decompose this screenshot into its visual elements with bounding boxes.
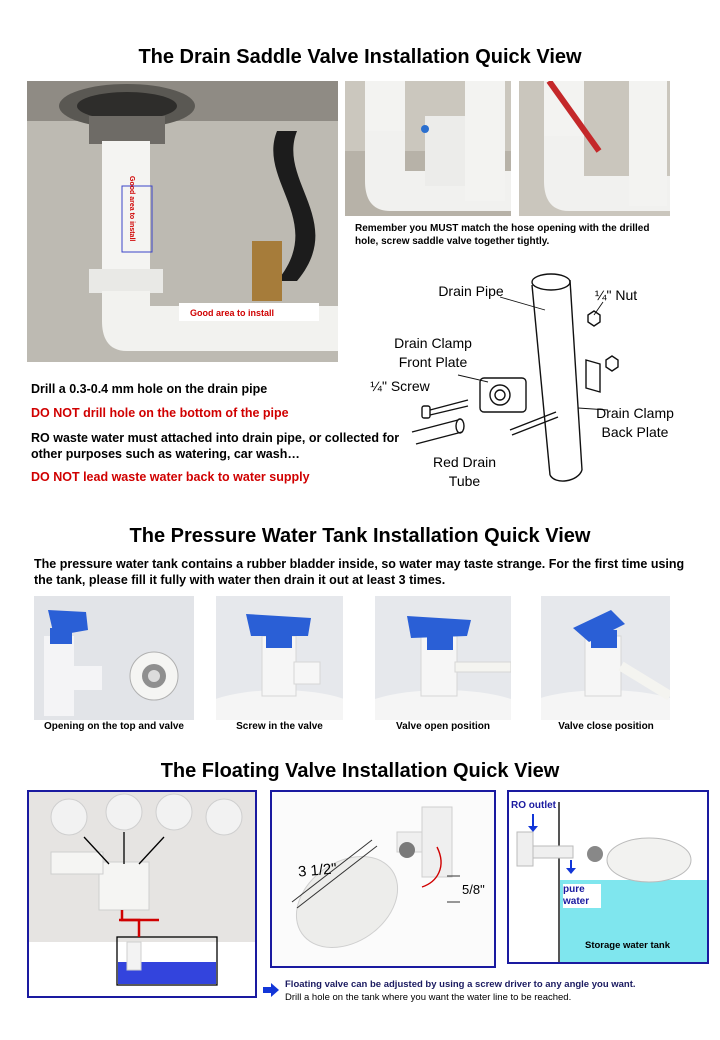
instruction-waste-water: RO waste water must attached into drain pipe, or collected for other purposes such as watering, car wash…: [31, 431, 400, 461]
arrow-bullet-icon: [262, 983, 280, 1002]
match-hole-note: Remember you MUST match the hose opening with the drilled hole, screw saddle valve together tightly.: [355, 223, 650, 247]
storage-tank-diagram: [507, 790, 709, 964]
dimension-short: 5/8": [462, 882, 485, 897]
horizontal-install-label: Good area to install: [190, 308, 275, 318]
dimension-long: 3 1/2": [297, 860, 338, 881]
instruction-no-supply: DO NOT lead waste water back to water supply: [31, 470, 310, 484]
screw-valve-photo: [216, 596, 343, 720]
sink-drain-photo: [27, 81, 338, 362]
drain-saddle-title: The Drain Saddle Valve Installation Quick View: [138, 46, 582, 68]
ro-outlet-label: RO outlet: [511, 800, 556, 811]
instruction-no-bottom: DO NOT drill hole on the bottom of the pipe: [31, 406, 289, 420]
valve-close-photo: [541, 596, 670, 720]
storage-tank-label: Storage water tank: [585, 940, 670, 951]
float-note-line2: Drill a hole on the tank where you want the water line to be reached.: [285, 992, 572, 1003]
label-front-plate: Drain Clamp Front Plate: [394, 335, 472, 370]
vertical-install-label: Good area to install: [128, 176, 135, 242]
float-parts-photo: [27, 790, 257, 998]
caption-opening: Opening on the top and valve: [43, 721, 184, 732]
caption-valve-close: Valve close position: [558, 721, 654, 732]
floating-valve-title: The Floating Valve Installation Quick View: [160, 760, 560, 782]
caption-screw-in: Screw in the valve: [236, 721, 323, 732]
pressure-tank-intro: The pressure water tank contains a rubber bladder inside, so water may taste strange. For the first time using the tank, please fill it fully with water then drain it out at least 3 times.: [34, 557, 685, 587]
drain-clamp-diagram: [360, 260, 700, 500]
label-screw: ¼" Screw: [370, 378, 430, 394]
pure-water-label: pure water: [563, 884, 601, 908]
saddle-photo-1: [345, 81, 511, 216]
tank-opening-photo: [34, 596, 194, 720]
label-nut: ¼" Nut: [594, 287, 638, 303]
label-red-tube: Red Drain Tube: [432, 454, 497, 489]
float-dimension-photo: [270, 790, 496, 968]
saddle-photo-2: [519, 81, 670, 216]
valve-open-photo: [375, 596, 511, 720]
float-note-line1: Floating valve can be adjusted by using a screw driver to any angle you want.: [285, 979, 636, 990]
label-back-plate: Drain Clamp Back Plate: [596, 405, 674, 440]
caption-valve-open: Valve open position: [396, 721, 490, 732]
pressure-tank-title: The Pressure Water Tank Installation Quick View: [129, 525, 591, 547]
instruction-drill: Drill a 0.3-0.4 mm hole on the drain pipe: [31, 382, 268, 396]
label-drain-pipe: Drain Pipe: [438, 283, 504, 299]
